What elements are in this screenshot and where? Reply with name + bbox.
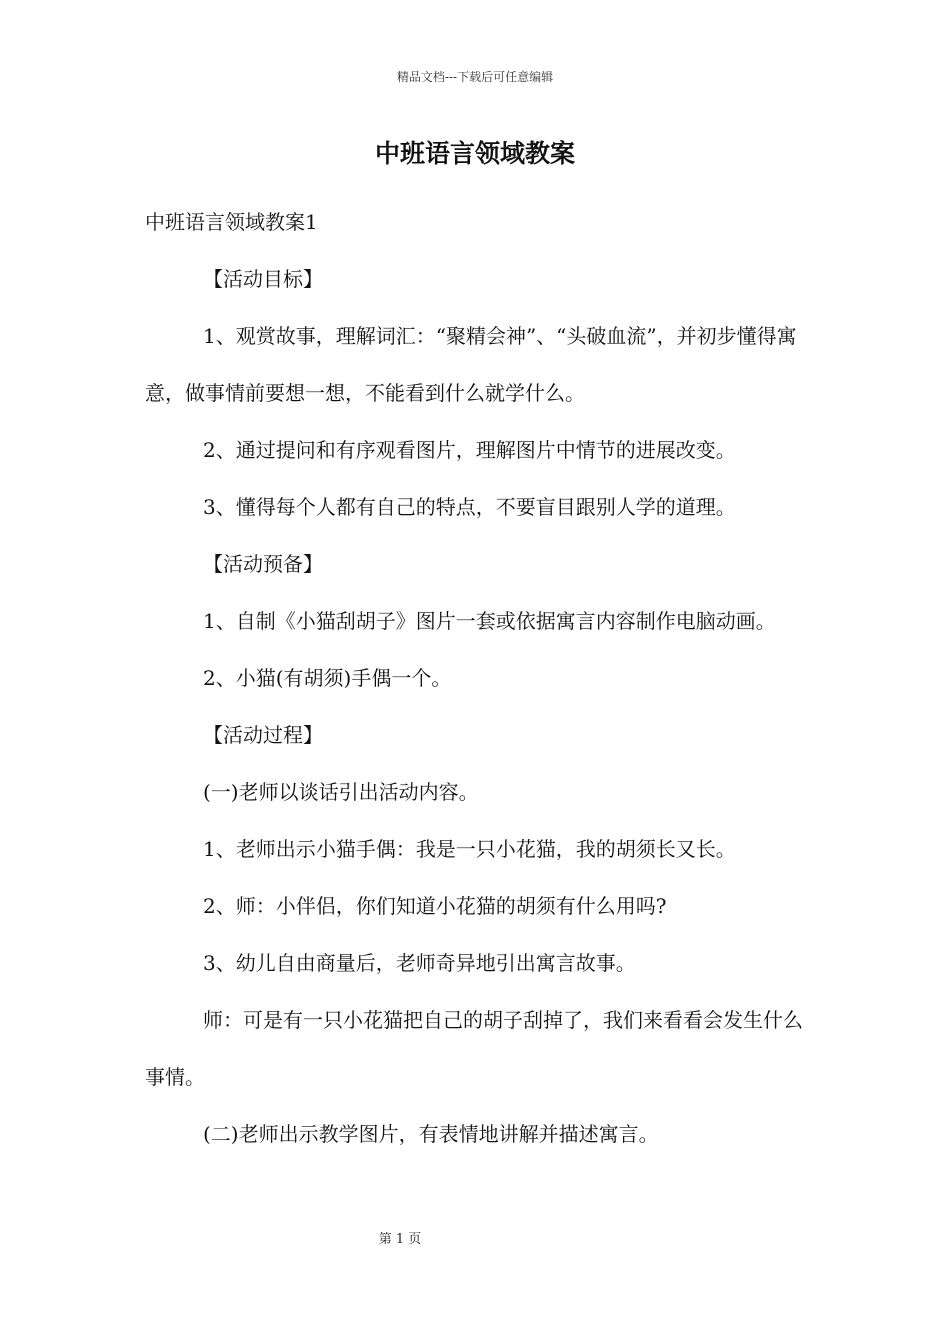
paragraph-process-step-3: 3、幼儿自由商量后，老师奇异地引出寓言故事。 — [203, 951, 636, 975]
header-note: 精品文档---下载后可任意编辑 — [396, 70, 554, 84]
document-title: 中班语言领域教案 — [374, 139, 575, 168]
paragraph-goal-2: 2、通过提问和有序观看图片，理解图片中情节的进展改变。 — [203, 438, 736, 462]
paragraph-goal-3: 3、懂得每个人都有自己的特点，不要盲目跟别人学的道理。 — [203, 495, 736, 519]
heading-activity-goals: 【活动目标】 — [203, 267, 323, 291]
section-subtitle: 中班语言领域教案1 — [145, 210, 318, 234]
paragraph-process-part-1: (一)老师以谈话引出活动内容。 — [203, 780, 479, 804]
heading-activity-process: 【活动过程】 — [203, 723, 323, 747]
paragraph-teacher-speech: 师：可是有一只小花猫把自己的胡子刮掉了，我们来看看会发生什么事情。 — [145, 1008, 803, 1089]
paragraph-prep-2: 2、小猫(有胡须)手偶一个。 — [203, 666, 452, 690]
document-body — [145, 194, 810, 1163]
paragraph-process-part-2: (二)老师出示教学图片，有表情地讲解并描述寓言。 — [203, 1122, 659, 1146]
page-number: 第 1 页 — [378, 1232, 422, 1247]
heading-activity-preparation: 【活动预备】 — [203, 552, 323, 576]
paragraph-process-step-1: 1、老师出示小猫手偶：我是一只小花猫，我的胡须长又长。 — [203, 837, 736, 861]
paragraph-process-step-2: 2、师：小伴侣，你们知道小花猫的胡须有什么用吗? — [203, 894, 667, 918]
paragraph-prep-1: 1、自制《小猫刮胡子》图片一套或依据寓言内容制作电脑动画。 — [203, 609, 776, 633]
paragraph-goal-1: 1、观赏故事，理解词汇：“聚精会神”、“头破血流”，并初步懂得寓意，做事情前要想一想，不能看到什么就学什么。 — [145, 324, 797, 405]
